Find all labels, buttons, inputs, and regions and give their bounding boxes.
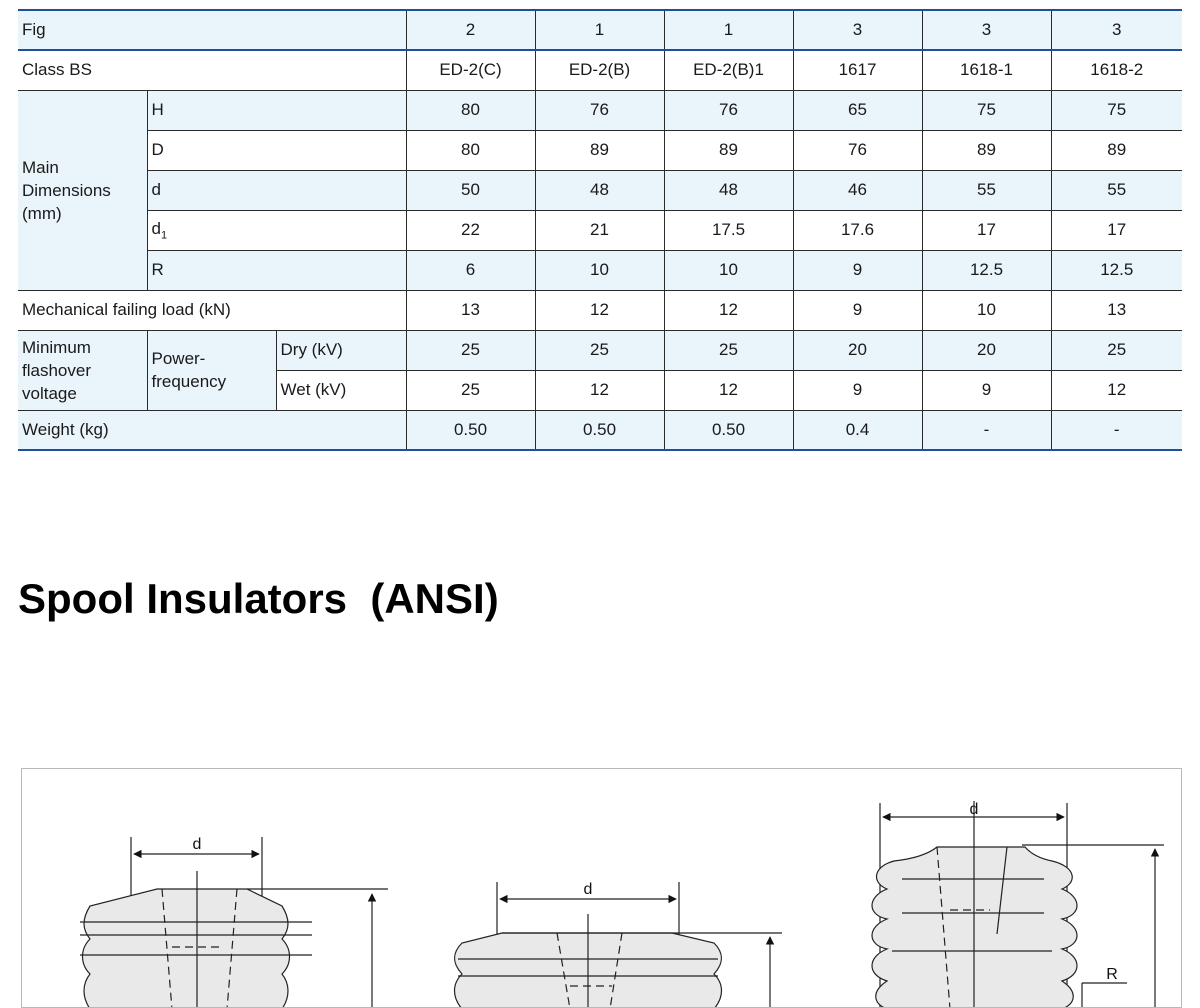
fig-cell: 3 (922, 10, 1051, 50)
label-line: Power- (151, 349, 206, 368)
section-title: Spool Insulators (ANSI) (18, 575, 499, 622)
label-line: voltage (22, 383, 77, 403)
drawing-3-dimension-label: d (969, 801, 979, 818)
dimension-cell: 17 (922, 210, 1051, 250)
dimension-cell: 12.5 (922, 250, 1051, 290)
label-line: frequency (151, 372, 227, 391)
flashover-label: Dry (kV) (276, 330, 406, 370)
dimension-row-d-inner (18, 170, 1182, 210)
weight-cell: 0.50 (535, 410, 664, 450)
dimension-cell: 89 (664, 130, 793, 170)
mechanical-cell: 10 (922, 290, 1051, 330)
dimension-cell: 55 (1051, 170, 1182, 210)
dimension-label: R (147, 250, 406, 290)
flashover-cell: 20 (793, 330, 922, 370)
weight-row-label: Weight (kg) (18, 410, 406, 450)
flashover-cell: 9 (922, 370, 1051, 410)
spool-insulator-drawing-1 (80, 837, 388, 1008)
dimension-cell: 75 (922, 90, 1051, 130)
spool-insulator-drawing-2 (455, 882, 783, 1008)
dimension-cell: 80 (406, 130, 535, 170)
class-cell: ED-2(B)1 (664, 50, 793, 90)
flashover-cell: 25 (535, 330, 664, 370)
fig-cell: 3 (793, 10, 922, 50)
weight-cell: 0.50 (664, 410, 793, 450)
class-cell: ED-2(C) (406, 50, 535, 90)
mechanical-cell: 12 (664, 290, 793, 330)
weight-cell: - (922, 410, 1051, 450)
dimension-cell: 89 (535, 130, 664, 170)
dimension-cell: 17.6 (793, 210, 922, 250)
flashover-row-dry (18, 330, 1182, 370)
main-dimensions-label (18, 90, 147, 290)
drawing-1-dimension-label: d (192, 836, 202, 853)
dimension-cell: 22 (406, 210, 535, 250)
dimension-cell: 48 (664, 170, 793, 210)
dimension-row-h (18, 90, 1182, 130)
weight-cell: 0.4 (793, 410, 922, 450)
dimension-cell: 17 (1051, 210, 1182, 250)
label-line: Dimensions (22, 180, 111, 200)
class-row-label: Class BS (18, 50, 406, 90)
fig-cell: 3 (1051, 10, 1182, 50)
dimension-row-d1 (18, 210, 1182, 250)
fig-row-label: Fig (18, 10, 406, 50)
insulator-drawings-panel (21, 768, 1182, 1008)
dimension-label-subscript: 1 (160, 229, 168, 242)
mechanical-cell: 13 (406, 290, 535, 330)
dimension-cell: 65 (793, 90, 922, 130)
fig-cell: 1 (535, 10, 664, 50)
dimension-cell: 9 (793, 250, 922, 290)
dimension-row-d-outer (18, 130, 1182, 170)
dimension-cell: 55 (922, 170, 1051, 210)
label-line: flashover (22, 360, 91, 380)
label-line: Main (22, 157, 59, 177)
dimension-cell: 76 (664, 90, 793, 130)
weight-cell: 0.50 (406, 410, 535, 450)
mechanical-cell: 9 (793, 290, 922, 330)
flashover-cell: 25 (1051, 330, 1182, 370)
flashover-label: Wet (kV) (276, 370, 406, 410)
dimension-row-r (18, 250, 1182, 290)
label-line: Minimum (22, 337, 91, 357)
weight-row (18, 410, 1182, 450)
drawing-3-radius-label: R (1106, 966, 1118, 983)
spec-table (18, 9, 1182, 451)
dimension-label: H (147, 90, 406, 130)
dimension-label-base: d (151, 218, 161, 238)
class-cell: 1618-2 (1051, 50, 1182, 90)
flashover-cell: 12 (535, 370, 664, 410)
dimension-cell: 89 (1051, 130, 1182, 170)
dimension-cell: 46 (793, 170, 922, 210)
dimension-label: d (147, 170, 406, 210)
class-cell: ED-2(B) (535, 50, 664, 90)
dimension-cell: 21 (535, 210, 664, 250)
flashover-cell: 9 (793, 370, 922, 410)
dimension-cell: 48 (535, 170, 664, 210)
dimension-cell: 80 (406, 90, 535, 130)
dimension-cell: 10 (535, 250, 664, 290)
dimension-cell: 89 (922, 130, 1051, 170)
class-cell: 1618-1 (922, 50, 1051, 90)
fig-cell: 2 (406, 10, 535, 50)
flashover-cell: 12 (1051, 370, 1182, 410)
flashover-cell: 12 (664, 370, 793, 410)
dimension-cell: 50 (406, 170, 535, 210)
flashover-cell: 25 (664, 330, 793, 370)
class-row (18, 50, 1182, 90)
fig-cell: 1 (664, 10, 793, 50)
class-cell: 1617 (793, 50, 922, 90)
label-line: (mm) (22, 203, 62, 223)
mechanical-row (18, 290, 1182, 330)
flashover-cell: 25 (406, 330, 535, 370)
power-frequency-label (147, 330, 276, 410)
dimension-cell: 17.5 (664, 210, 793, 250)
weight-cell: - (1051, 410, 1182, 450)
drawing-2-dimension-label: d (583, 881, 593, 898)
flashover-cell: 20 (922, 330, 1051, 370)
flashover-group-label (18, 330, 147, 410)
dimension-cell: 10 (664, 250, 793, 290)
dimension-cell: 6 (406, 250, 535, 290)
flashover-cell: 25 (406, 370, 535, 410)
dimension-cell: 75 (1051, 90, 1182, 130)
dimension-label (147, 210, 406, 250)
mechanical-cell: 13 (1051, 290, 1182, 330)
dimension-label: D (147, 130, 406, 170)
dimension-cell: 76 (535, 90, 664, 130)
insulator-drawings (22, 769, 1182, 1008)
mechanical-cell: 12 (535, 290, 664, 330)
spool-insulator-drawing-3 (872, 801, 1164, 1008)
dimension-cell: 12.5 (1051, 250, 1182, 290)
mechanical-row-label: Mechanical failing load (kN) (18, 290, 406, 330)
dimension-cell: 76 (793, 130, 922, 170)
fig-row (18, 10, 1182, 50)
